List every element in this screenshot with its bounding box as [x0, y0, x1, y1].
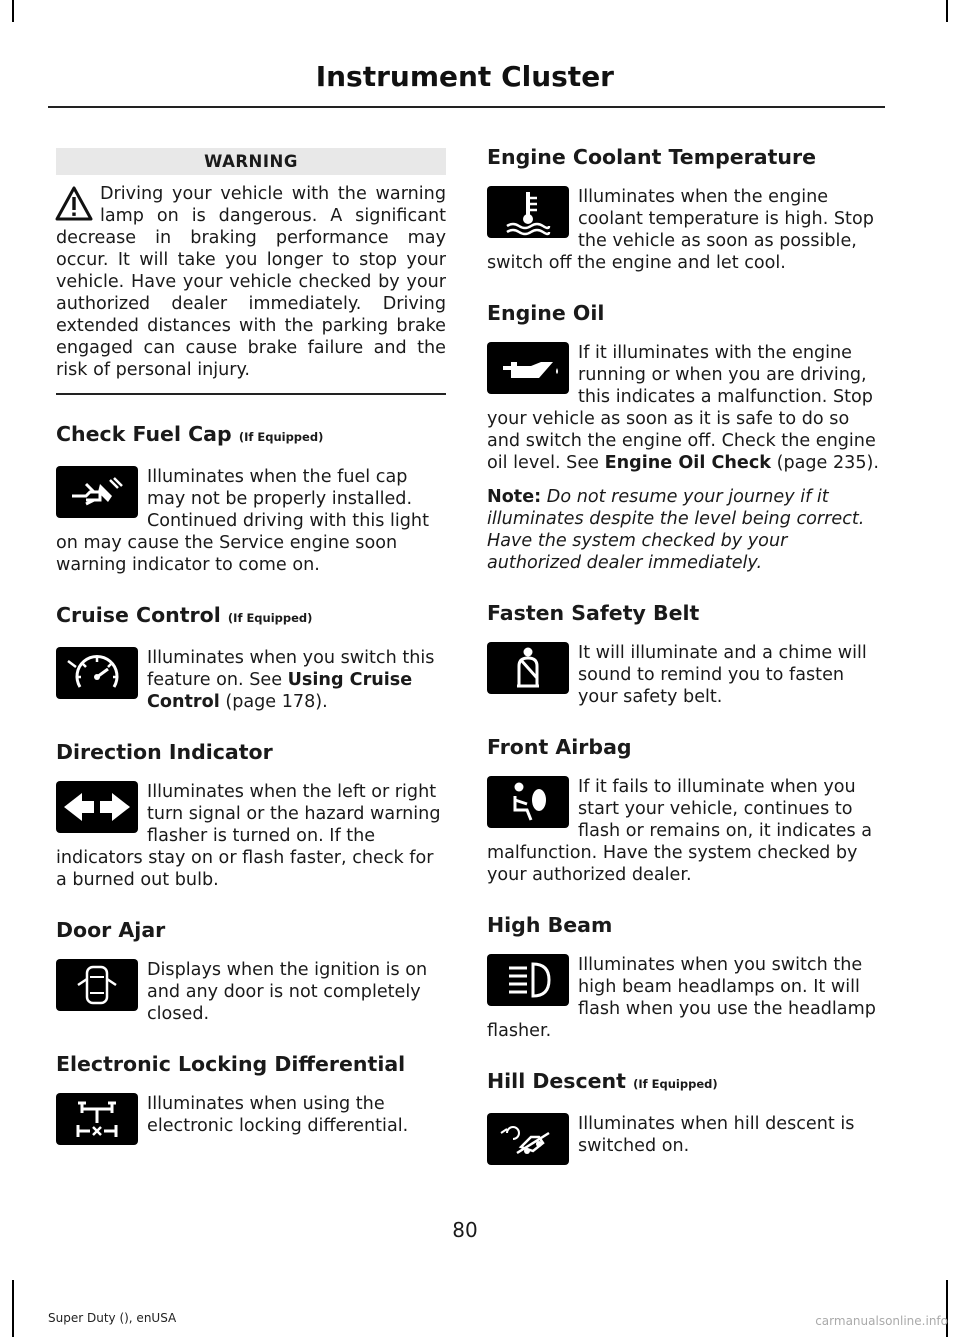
- door-ajar-text: Displays when the ignition is on and any door is not completely closed.: [147, 960, 428, 1024]
- heading-fasten-safety-belt: Fasten Safety Belt: [487, 601, 700, 625]
- hill-descent-text: Illuminates when hill descent is switched on.: [578, 1114, 855, 1156]
- engine-oil-note: Note: Do not resume your journey if it illuminates despite the level being correct. Have the system checked by your authorized dealer immediately.: [487, 487, 865, 573]
- door-ajar-icon: [56, 959, 138, 1011]
- hill-descent-icon: [487, 1113, 569, 1165]
- front-airbag-text: If it fails to illuminate when you start your vehicle, continues to flash or remains on, it indicates a malfunction. Have the system checked by your authorized dealer.: [487, 777, 873, 885]
- warning-box: [56, 148, 446, 395]
- heading-hill-descent: Hill Descent (If Equipped): [487, 1069, 718, 1093]
- crop-mark: [12, 0, 14, 22]
- heading-electronic-locking-differential: Electronic Locking Differential: [56, 1052, 406, 1076]
- engine-oil-icon: [487, 342, 569, 394]
- direction-indicator-icon: [56, 781, 138, 833]
- heading-check-fuel-cap: Check Fuel Cap (If Equipped): [56, 422, 324, 446]
- watermark: carmanualsonline.info: [815, 1314, 948, 1328]
- engine-oil-text: If it illuminates with the engine running or when you are driving, this indicates a malfunction. Stop your vehicle as soon as it is safe to do so and switch the engine off. Check the engine oil level. See Engine Oil Check (page 235).: [487, 343, 880, 473]
- cruise-control-text: Illuminates when you switch this feature on. See Using Cruise Control (page 178).: [147, 648, 435, 712]
- header-rule: [48, 106, 885, 108]
- page-header-title: Instrument Cluster: [315, 60, 614, 93]
- heading-direction-indicator: Direction Indicator: [56, 740, 273, 764]
- coolant-temperature-icon: [487, 186, 569, 238]
- page-number: 80: [452, 1218, 478, 1242]
- crop-mark: [946, 0, 948, 22]
- locking-differential-icon: [56, 1093, 138, 1145]
- check-fuel-cap-text: Illuminates when the fuel cap may not be properly installed. Continued driving with this light on may cause the Service engine soon warning indicator to come on.: [56, 467, 429, 575]
- cruise-control-link[interactable]: Using Cruise Control: [147, 670, 413, 712]
- crop-mark: [12, 1280, 14, 1337]
- high-beam-icon: [487, 954, 569, 1006]
- airbag-icon: [487, 776, 569, 828]
- right-column: [487, 144, 879, 1169]
- heading-high-beam: High Beam: [487, 913, 613, 937]
- engine-oil-check-link[interactable]: Engine Oil Check: [604, 453, 771, 473]
- warning-label: WARNING: [56, 148, 446, 175]
- safety-belt-icon: [487, 642, 569, 694]
- heading-door-ajar: Door Ajar: [56, 918, 166, 942]
- heading-front-airbag: Front Airbag: [487, 735, 632, 759]
- warning-text: Driving your vehicle with the warning lamp on is dangerous. A significant decrease in braking performance may occur. It will take you longer to stop your vehicle. Have your vehicle checked by your authorized dealer immediately. Driving extended distances with the parking brake engaged can cause brake failure and the risk of personal injury.: [56, 184, 446, 380]
- crop-mark: [946, 1280, 948, 1337]
- high-beam-text: Illuminates when you switch the high beam headlamps on. It will flash when you use the headlamp flasher.: [487, 955, 876, 1041]
- heading-engine-oil: Engine Oil: [487, 301, 605, 325]
- heading-cruise-control: Cruise Control (If Equipped): [56, 603, 313, 627]
- engine-coolant-temperature-text: Illuminates when the engine coolant temperature is high. Stop the vehicle as soon as possible, switch off the engine and let cool.: [487, 187, 874, 273]
- left-column: [56, 148, 446, 1149]
- fuel-cap-icon: [56, 466, 138, 518]
- fasten-safety-belt-text: It will illuminate and a chime will sound to remind you to fasten your safety belt.: [578, 643, 867, 707]
- direction-indicator-text: Illuminates when the left or right turn signal or the hazard warning flasher is turned on. If the indicators stay on or flash faster, check for a burned out bulb.: [56, 782, 441, 890]
- document-id: Super Duty (), enUSA: [48, 1311, 177, 1325]
- warning-triangle-icon: [54, 185, 94, 223]
- cruise-control-icon: [56, 647, 138, 699]
- locking-differential-text: Illuminates when using the electronic locking differential.: [147, 1094, 409, 1136]
- heading-engine-coolant-temperature: Engine Coolant Temperature: [487, 145, 816, 169]
